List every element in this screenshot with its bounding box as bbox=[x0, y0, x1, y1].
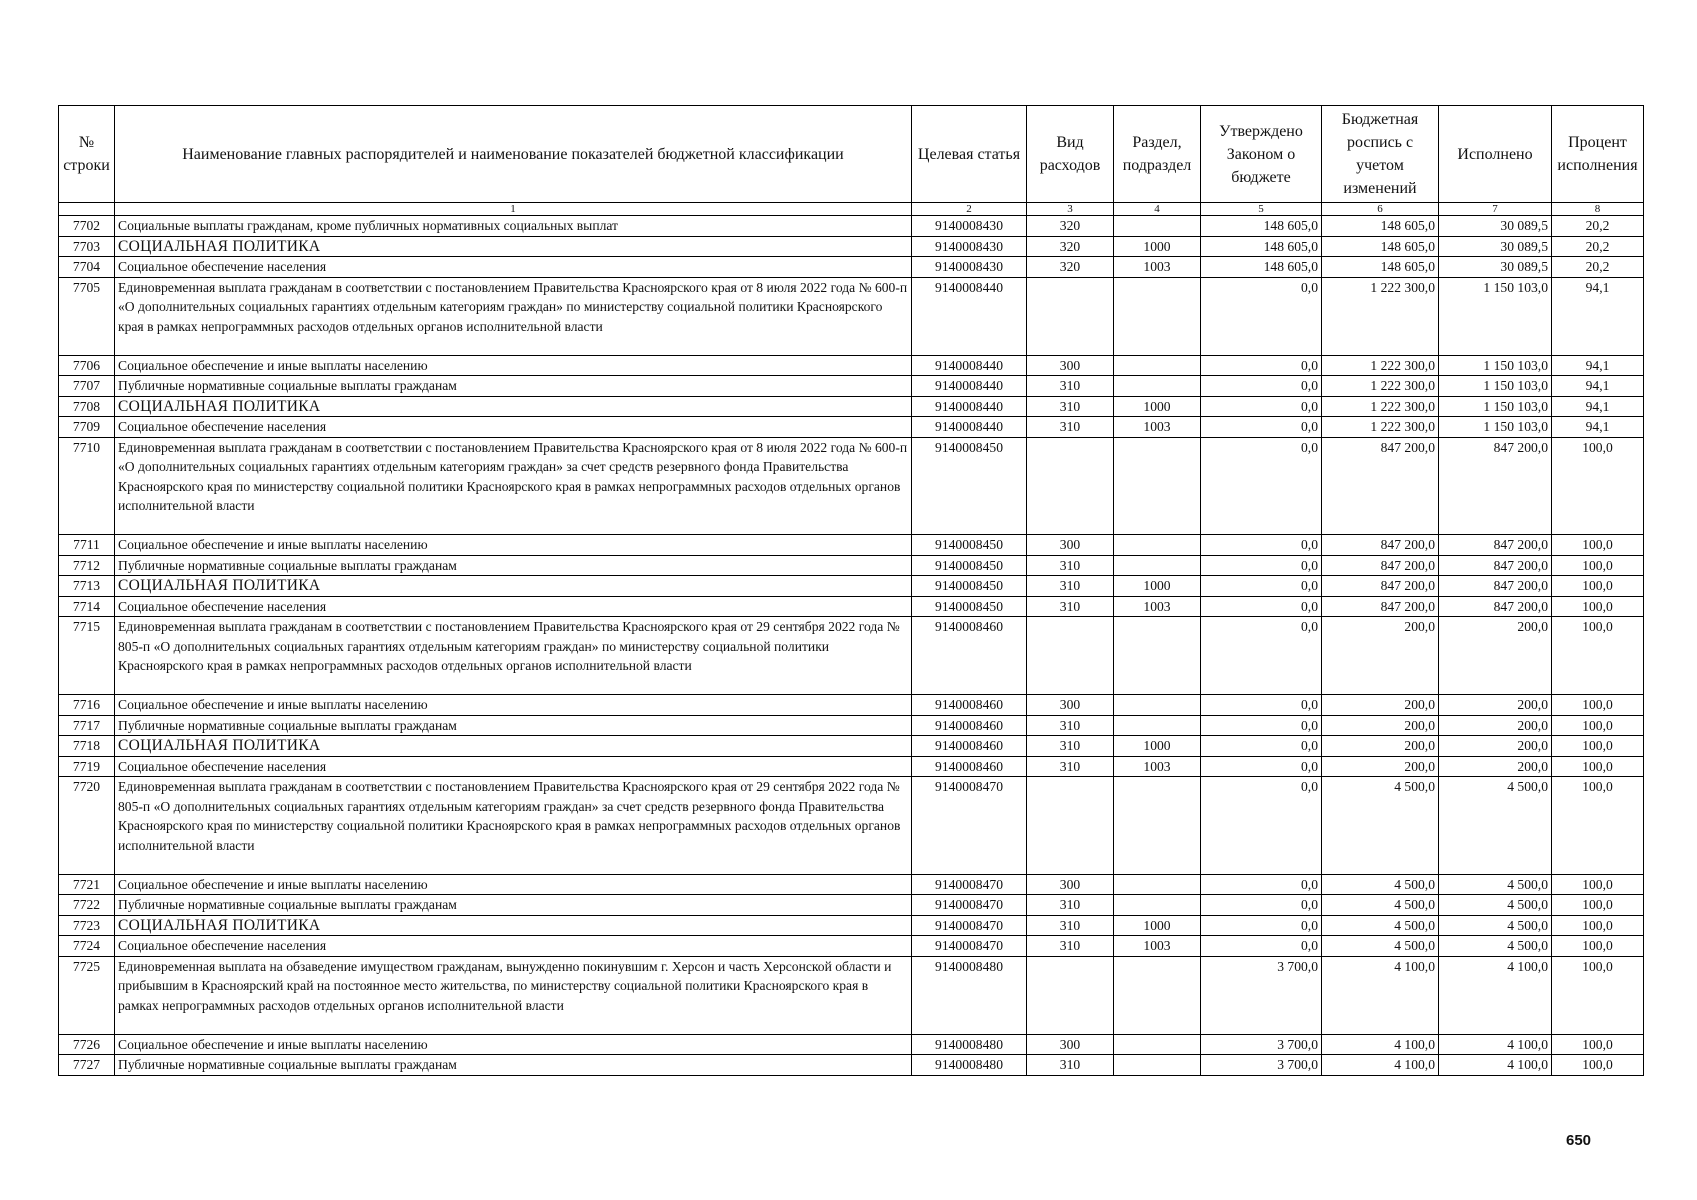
row-name: Социальное обеспечение населения bbox=[115, 756, 912, 777]
executed-amount: 1 150 103,0 bbox=[1439, 355, 1552, 376]
row-name: Социальное обеспечение населения bbox=[115, 936, 912, 957]
execution-percent: 20,2 bbox=[1552, 216, 1644, 237]
target-article: 9140008470 bbox=[912, 895, 1027, 916]
schedule-amount: 847 200,0 bbox=[1322, 437, 1439, 535]
row-number: 7723 bbox=[59, 915, 115, 936]
executed-amount: 200,0 bbox=[1439, 736, 1552, 757]
execution-percent: 100,0 bbox=[1552, 715, 1644, 736]
row-number: 7717 bbox=[59, 715, 115, 736]
target-article: 9140008460 bbox=[912, 695, 1027, 716]
execution-percent: 94,1 bbox=[1552, 376, 1644, 397]
section-code: 1000 bbox=[1114, 576, 1201, 597]
header-schedule: Бюджетная роспись с учетом изменений bbox=[1322, 106, 1439, 203]
expense-kind: 310 bbox=[1027, 715, 1114, 736]
expense-kind: 310 bbox=[1027, 756, 1114, 777]
execution-percent: 100,0 bbox=[1552, 695, 1644, 716]
target-article: 9140008460 bbox=[912, 736, 1027, 757]
approved-amount: 148 605,0 bbox=[1201, 236, 1322, 257]
target-article: 9140008440 bbox=[912, 277, 1027, 355]
row-name: СОЦИАЛЬНАЯ ПОЛИТИКА bbox=[115, 576, 912, 597]
target-article: 9140008430 bbox=[912, 216, 1027, 237]
expense-kind: 310 bbox=[1027, 576, 1114, 597]
budget-table bbox=[58, 105, 1644, 1076]
row-number: 7708 bbox=[59, 396, 115, 417]
approved-amount: 0,0 bbox=[1201, 736, 1322, 757]
executed-amount: 4 500,0 bbox=[1439, 874, 1552, 895]
approved-amount: 0,0 bbox=[1201, 936, 1322, 957]
schedule-amount: 4 100,0 bbox=[1322, 1034, 1439, 1055]
table-body bbox=[59, 216, 1644, 1076]
executed-amount: 1 150 103,0 bbox=[1439, 277, 1552, 355]
row-name: Единовременная выплата на обзаведение имуществом гражданам, вынужденно покинувшим г. Херсон и часть Херсонской области и прибывшим в Красноярский край на постоянное место жительства, по министерству социальной политики Красноярского края в рамках непрограммных расходов отдельных органов исполнительной власти bbox=[115, 956, 912, 1034]
table-row bbox=[59, 756, 1644, 777]
section-code: 1000 bbox=[1114, 915, 1201, 936]
target-article: 9140008480 bbox=[912, 1034, 1027, 1055]
header-percent: Процент исполнения bbox=[1552, 106, 1644, 203]
row-name: Публичные нормативные социальные выплаты гражданам bbox=[115, 376, 912, 397]
expense-kind: 310 bbox=[1027, 376, 1114, 397]
row-name: СОЦИАЛЬНАЯ ПОЛИТИКА bbox=[115, 396, 912, 417]
row-number: 7714 bbox=[59, 596, 115, 617]
expense-kind: 310 bbox=[1027, 895, 1114, 916]
expense-kind: 300 bbox=[1027, 1034, 1114, 1055]
target-article: 9140008430 bbox=[912, 257, 1027, 278]
executed-amount: 4 100,0 bbox=[1439, 1055, 1552, 1076]
column-number: 3 bbox=[1027, 203, 1114, 216]
section-code bbox=[1114, 777, 1201, 875]
table-row bbox=[59, 874, 1644, 895]
table-row bbox=[59, 617, 1644, 695]
approved-amount: 3 700,0 bbox=[1201, 1034, 1322, 1055]
section-code bbox=[1114, 1055, 1201, 1076]
target-article: 9140008480 bbox=[912, 1055, 1027, 1076]
row-number: 7725 bbox=[59, 956, 115, 1034]
section-code bbox=[1114, 277, 1201, 355]
schedule-amount: 1 222 300,0 bbox=[1322, 417, 1439, 438]
approved-amount: 0,0 bbox=[1201, 756, 1322, 777]
header-kind: Вид расходов bbox=[1027, 106, 1114, 203]
header-section: Раздел, подраздел bbox=[1114, 106, 1201, 203]
executed-amount: 30 089,5 bbox=[1439, 257, 1552, 278]
executed-amount: 30 089,5 bbox=[1439, 236, 1552, 257]
table-row bbox=[59, 376, 1644, 397]
executed-amount: 847 200,0 bbox=[1439, 555, 1552, 576]
execution-percent: 94,1 bbox=[1552, 417, 1644, 438]
approved-amount: 0,0 bbox=[1201, 355, 1322, 376]
execution-percent: 100,0 bbox=[1552, 1034, 1644, 1055]
target-article: 9140008450 bbox=[912, 576, 1027, 597]
header-name: Наименование главных распорядителей и наименование показателей бюджетной классификации bbox=[115, 106, 912, 203]
schedule-amount: 4 100,0 bbox=[1322, 956, 1439, 1034]
row-number: 7706 bbox=[59, 355, 115, 376]
execution-percent: 100,0 bbox=[1552, 736, 1644, 757]
row-number: 7709 bbox=[59, 417, 115, 438]
executed-amount: 4 500,0 bbox=[1439, 936, 1552, 957]
section-code bbox=[1114, 715, 1201, 736]
approved-amount: 0,0 bbox=[1201, 376, 1322, 397]
table-row bbox=[59, 736, 1644, 757]
target-article: 9140008430 bbox=[912, 236, 1027, 257]
executed-amount: 200,0 bbox=[1439, 617, 1552, 695]
row-number: 7720 bbox=[59, 777, 115, 875]
row-name: Публичные нормативные социальные выплаты гражданам bbox=[115, 1055, 912, 1076]
row-name: Социальное обеспечение населения bbox=[115, 257, 912, 278]
execution-percent: 100,0 bbox=[1552, 915, 1644, 936]
target-article: 9140008470 bbox=[912, 874, 1027, 895]
schedule-amount: 847 200,0 bbox=[1322, 555, 1439, 576]
approved-amount: 0,0 bbox=[1201, 715, 1322, 736]
row-name: Единовременная выплата гражданам в соответствии с постановлением Правительства Красноярского края от 8 июля 2022 года № 600-п «О дополнительных социальных гарантиях отдельным категориям граждан» по министерству социальной политики Красноярского края в рамках непрограммных расходов отдельных органов исполнительной власти bbox=[115, 277, 912, 355]
expense-kind: 320 bbox=[1027, 257, 1114, 278]
table-row bbox=[59, 777, 1644, 875]
schedule-amount: 1 222 300,0 bbox=[1322, 355, 1439, 376]
schedule-amount: 4 500,0 bbox=[1322, 777, 1439, 875]
row-number: 7703 bbox=[59, 236, 115, 257]
schedule-amount: 1 222 300,0 bbox=[1322, 396, 1439, 417]
table-row bbox=[59, 895, 1644, 916]
schedule-amount: 148 605,0 bbox=[1322, 216, 1439, 237]
table-row bbox=[59, 596, 1644, 617]
schedule-amount: 200,0 bbox=[1322, 736, 1439, 757]
section-code bbox=[1114, 376, 1201, 397]
schedule-amount: 1 222 300,0 bbox=[1322, 277, 1439, 355]
expense-kind: 310 bbox=[1027, 736, 1114, 757]
expense-kind: 310 bbox=[1027, 915, 1114, 936]
section-code bbox=[1114, 956, 1201, 1034]
section-code bbox=[1114, 555, 1201, 576]
section-code: 1003 bbox=[1114, 596, 1201, 617]
row-number: 7704 bbox=[59, 257, 115, 278]
table-row bbox=[59, 576, 1644, 597]
row-name: Социальное обеспечение и иные выплаты населению bbox=[115, 355, 912, 376]
table-row bbox=[59, 257, 1644, 278]
execution-percent: 100,0 bbox=[1552, 895, 1644, 916]
target-article: 9140008450 bbox=[912, 596, 1027, 617]
expense-kind: 310 bbox=[1027, 555, 1114, 576]
row-number: 7707 bbox=[59, 376, 115, 397]
executed-amount: 847 200,0 bbox=[1439, 535, 1552, 556]
row-name: Социальное обеспечение населения bbox=[115, 596, 912, 617]
row-number: 7719 bbox=[59, 756, 115, 777]
execution-percent: 94,1 bbox=[1552, 277, 1644, 355]
execution-percent: 100,0 bbox=[1552, 535, 1644, 556]
row-name: Публичные нормативные социальные выплаты гражданам bbox=[115, 895, 912, 916]
expense-kind: 320 bbox=[1027, 216, 1114, 237]
row-name: Социальные выплаты гражданам, кроме публичных нормативных социальных выплат bbox=[115, 216, 912, 237]
section-code: 1003 bbox=[1114, 257, 1201, 278]
table-row bbox=[59, 277, 1644, 355]
target-article: 9140008440 bbox=[912, 376, 1027, 397]
row-name: Социальное обеспечение и иные выплаты населению bbox=[115, 535, 912, 556]
table-row bbox=[59, 1034, 1644, 1055]
schedule-amount: 847 200,0 bbox=[1322, 576, 1439, 597]
schedule-amount: 1 222 300,0 bbox=[1322, 376, 1439, 397]
executed-amount: 1 150 103,0 bbox=[1439, 376, 1552, 397]
execution-percent: 100,0 bbox=[1552, 956, 1644, 1034]
section-code: 1000 bbox=[1114, 736, 1201, 757]
target-article: 9140008460 bbox=[912, 715, 1027, 736]
target-article: 9140008470 bbox=[912, 915, 1027, 936]
column-number: 2 bbox=[912, 203, 1027, 216]
approved-amount: 3 700,0 bbox=[1201, 1055, 1322, 1076]
executed-amount: 30 089,5 bbox=[1439, 216, 1552, 237]
executed-amount: 847 200,0 bbox=[1439, 576, 1552, 597]
schedule-amount: 148 605,0 bbox=[1322, 236, 1439, 257]
row-name: Социальное обеспечение населения bbox=[115, 417, 912, 438]
expense-kind bbox=[1027, 277, 1114, 355]
expense-kind: 310 bbox=[1027, 596, 1114, 617]
row-name: СОЦИАЛЬНАЯ ПОЛИТИКА bbox=[115, 915, 912, 936]
section-code: 1000 bbox=[1114, 236, 1201, 257]
table-row bbox=[59, 535, 1644, 556]
execution-percent: 100,0 bbox=[1552, 576, 1644, 597]
target-article: 9140008460 bbox=[912, 756, 1027, 777]
execution-percent: 20,2 bbox=[1552, 257, 1644, 278]
section-code bbox=[1114, 695, 1201, 716]
approved-amount: 0,0 bbox=[1201, 777, 1322, 875]
section-code: 1000 bbox=[1114, 396, 1201, 417]
expense-kind: 310 bbox=[1027, 936, 1114, 957]
table-row bbox=[59, 715, 1644, 736]
executed-amount: 200,0 bbox=[1439, 756, 1552, 777]
header-approved: Утверждено Законом о бюджете bbox=[1201, 106, 1322, 203]
schedule-amount: 4 500,0 bbox=[1322, 895, 1439, 916]
executed-amount: 200,0 bbox=[1439, 695, 1552, 716]
table-row bbox=[59, 915, 1644, 936]
section-code bbox=[1114, 216, 1201, 237]
schedule-amount: 200,0 bbox=[1322, 617, 1439, 695]
schedule-amount: 200,0 bbox=[1322, 756, 1439, 777]
schedule-amount: 4 500,0 bbox=[1322, 874, 1439, 895]
target-article: 9140008470 bbox=[912, 777, 1027, 875]
execution-percent: 20,2 bbox=[1552, 236, 1644, 257]
table-row bbox=[59, 236, 1644, 257]
expense-kind bbox=[1027, 617, 1114, 695]
schedule-amount: 847 200,0 bbox=[1322, 596, 1439, 617]
schedule-amount: 4 100,0 bbox=[1322, 1055, 1439, 1076]
executed-amount: 4 100,0 bbox=[1439, 956, 1552, 1034]
executed-amount: 4 500,0 bbox=[1439, 915, 1552, 936]
column-number bbox=[59, 203, 115, 216]
execution-percent: 100,0 bbox=[1552, 874, 1644, 895]
section-code bbox=[1114, 617, 1201, 695]
execution-percent: 100,0 bbox=[1552, 437, 1644, 535]
target-article: 9140008440 bbox=[912, 417, 1027, 438]
executed-amount: 200,0 bbox=[1439, 715, 1552, 736]
executed-amount: 1 150 103,0 bbox=[1439, 417, 1552, 438]
column-number: 6 bbox=[1322, 203, 1439, 216]
row-number: 7711 bbox=[59, 535, 115, 556]
target-article: 9140008440 bbox=[912, 355, 1027, 376]
row-number: 7713 bbox=[59, 576, 115, 597]
header-row-no: № строки bbox=[59, 106, 115, 203]
row-number: 7716 bbox=[59, 695, 115, 716]
table-row bbox=[59, 936, 1644, 957]
section-code bbox=[1114, 1034, 1201, 1055]
table-row bbox=[59, 1055, 1644, 1076]
row-name: СОЦИАЛЬНАЯ ПОЛИТИКА bbox=[115, 736, 912, 757]
row-number: 7712 bbox=[59, 555, 115, 576]
row-name: Единовременная выплата гражданам в соответствии с постановлением Правительства Красноярского края от 29 сентября 2022 года № 805-п «О дополнительных социальных гарантиях отдельным категориям граждан» по министерству социальной политики Красноярского края в рамках непрограммных расходов отдельных органов исполнительной власти bbox=[115, 617, 912, 695]
executed-amount: 4 100,0 bbox=[1439, 1034, 1552, 1055]
expense-kind bbox=[1027, 777, 1114, 875]
approved-amount: 0,0 bbox=[1201, 874, 1322, 895]
execution-percent: 100,0 bbox=[1552, 1055, 1644, 1076]
execution-percent: 94,1 bbox=[1552, 355, 1644, 376]
row-number: 7710 bbox=[59, 437, 115, 535]
approved-amount: 0,0 bbox=[1201, 555, 1322, 576]
approved-amount: 0,0 bbox=[1201, 277, 1322, 355]
table-row bbox=[59, 417, 1644, 438]
page-number: 650 bbox=[1566, 1132, 1592, 1149]
execution-percent: 100,0 bbox=[1552, 617, 1644, 695]
section-code bbox=[1114, 355, 1201, 376]
executed-amount: 847 200,0 bbox=[1439, 596, 1552, 617]
schedule-amount: 4 500,0 bbox=[1322, 915, 1439, 936]
target-article: 9140008480 bbox=[912, 956, 1027, 1034]
row-number: 7718 bbox=[59, 736, 115, 757]
column-number: 5 bbox=[1201, 203, 1322, 216]
expense-kind: 310 bbox=[1027, 1055, 1114, 1076]
approved-amount: 148 605,0 bbox=[1201, 257, 1322, 278]
execution-percent: 94,1 bbox=[1552, 396, 1644, 417]
row-name: Единовременная выплата гражданам в соответствии с постановлением Правительства Красноярского края от 8 июля 2022 года № 600-п «О дополнительных социальных гарантиях отдельным категориям граждан» за счет средств резервного фонда Правительства Красноярского края по министерству социальной политики Красноярского края в рамках непрограммных расходов отдельных органов исполнительной власти bbox=[115, 437, 912, 535]
row-number: 7721 bbox=[59, 874, 115, 895]
approved-amount: 0,0 bbox=[1201, 695, 1322, 716]
execution-percent: 100,0 bbox=[1552, 555, 1644, 576]
approved-amount: 0,0 bbox=[1201, 915, 1322, 936]
header-row bbox=[59, 106, 1644, 203]
section-code bbox=[1114, 874, 1201, 895]
expense-kind bbox=[1027, 956, 1114, 1034]
section-code: 1003 bbox=[1114, 756, 1201, 777]
section-code bbox=[1114, 895, 1201, 916]
execution-percent: 100,0 bbox=[1552, 596, 1644, 617]
row-number: 7702 bbox=[59, 216, 115, 237]
table-row bbox=[59, 396, 1644, 417]
schedule-amount: 200,0 bbox=[1322, 695, 1439, 716]
row-name: Социальное обеспечение и иные выплаты населению bbox=[115, 695, 912, 716]
row-number: 7715 bbox=[59, 617, 115, 695]
column-number: 8 bbox=[1552, 203, 1644, 216]
schedule-amount: 4 500,0 bbox=[1322, 936, 1439, 957]
row-name: Социальное обеспечение и иные выплаты населению bbox=[115, 874, 912, 895]
expense-kind: 300 bbox=[1027, 355, 1114, 376]
row-name: Социальное обеспечение и иные выплаты населению bbox=[115, 1034, 912, 1055]
execution-percent: 100,0 bbox=[1552, 936, 1644, 957]
row-number: 7722 bbox=[59, 895, 115, 916]
expense-kind: 300 bbox=[1027, 535, 1114, 556]
executed-amount: 847 200,0 bbox=[1439, 437, 1552, 535]
row-number: 7726 bbox=[59, 1034, 115, 1055]
target-article: 9140008450 bbox=[912, 555, 1027, 576]
table-row bbox=[59, 555, 1644, 576]
table-row bbox=[59, 695, 1644, 716]
table-row bbox=[59, 437, 1644, 535]
header-executed: Исполнено bbox=[1439, 106, 1552, 203]
approved-amount: 0,0 bbox=[1201, 396, 1322, 417]
target-article: 9140008450 bbox=[912, 535, 1027, 556]
approved-amount: 0,0 bbox=[1201, 417, 1322, 438]
row-name: СОЦИАЛЬНАЯ ПОЛИТИКА bbox=[115, 236, 912, 257]
executed-amount: 4 500,0 bbox=[1439, 895, 1552, 916]
approved-amount: 0,0 bbox=[1201, 617, 1322, 695]
table-header bbox=[59, 106, 1644, 216]
approved-amount: 0,0 bbox=[1201, 437, 1322, 535]
executed-amount: 4 500,0 bbox=[1439, 777, 1552, 875]
expense-kind: 320 bbox=[1027, 236, 1114, 257]
expense-kind: 310 bbox=[1027, 396, 1114, 417]
execution-percent: 100,0 bbox=[1552, 756, 1644, 777]
row-name: Единовременная выплата гражданам в соответствии с постановлением Правительства Красноярского края от 29 сентября 2022 года № 805-п «О дополнительных социальных гарантиях отдельным категориям граждан» за счет средств резервного фонда Правительства Красноярского края по министерству социальной политики Красноярского края в рамках непрограммных расходов отдельных органов исполнительной власти bbox=[115, 777, 912, 875]
row-name: Публичные нормативные социальные выплаты гражданам bbox=[115, 555, 912, 576]
column-number: 1 bbox=[115, 203, 912, 216]
approved-amount: 148 605,0 bbox=[1201, 216, 1322, 237]
row-number: 7727 bbox=[59, 1055, 115, 1076]
target-article: 9140008470 bbox=[912, 936, 1027, 957]
table-row bbox=[59, 956, 1644, 1034]
row-number: 7724 bbox=[59, 936, 115, 957]
expense-kind: 310 bbox=[1027, 417, 1114, 438]
section-code: 1003 bbox=[1114, 936, 1201, 957]
approved-amount: 0,0 bbox=[1201, 596, 1322, 617]
section-code bbox=[1114, 437, 1201, 535]
target-article: 9140008440 bbox=[912, 396, 1027, 417]
schedule-amount: 200,0 bbox=[1322, 715, 1439, 736]
target-article: 9140008460 bbox=[912, 617, 1027, 695]
column-number-row bbox=[59, 203, 1644, 216]
schedule-amount: 847 200,0 bbox=[1322, 535, 1439, 556]
executed-amount: 1 150 103,0 bbox=[1439, 396, 1552, 417]
column-number: 4 bbox=[1114, 203, 1201, 216]
target-article: 9140008450 bbox=[912, 437, 1027, 535]
execution-percent: 100,0 bbox=[1552, 777, 1644, 875]
expense-kind bbox=[1027, 437, 1114, 535]
expense-kind: 300 bbox=[1027, 695, 1114, 716]
section-code: 1003 bbox=[1114, 417, 1201, 438]
section-code bbox=[1114, 535, 1201, 556]
row-number: 7705 bbox=[59, 277, 115, 355]
approved-amount: 3 700,0 bbox=[1201, 956, 1322, 1034]
approved-amount: 0,0 bbox=[1201, 895, 1322, 916]
approved-amount: 0,0 bbox=[1201, 576, 1322, 597]
schedule-amount: 148 605,0 bbox=[1322, 257, 1439, 278]
row-name: Публичные нормативные социальные выплаты гражданам bbox=[115, 715, 912, 736]
table-row bbox=[59, 355, 1644, 376]
column-number: 7 bbox=[1439, 203, 1552, 216]
approved-amount: 0,0 bbox=[1201, 535, 1322, 556]
table-row bbox=[59, 216, 1644, 237]
expense-kind: 300 bbox=[1027, 874, 1114, 895]
header-target: Целевая статья bbox=[912, 106, 1027, 203]
